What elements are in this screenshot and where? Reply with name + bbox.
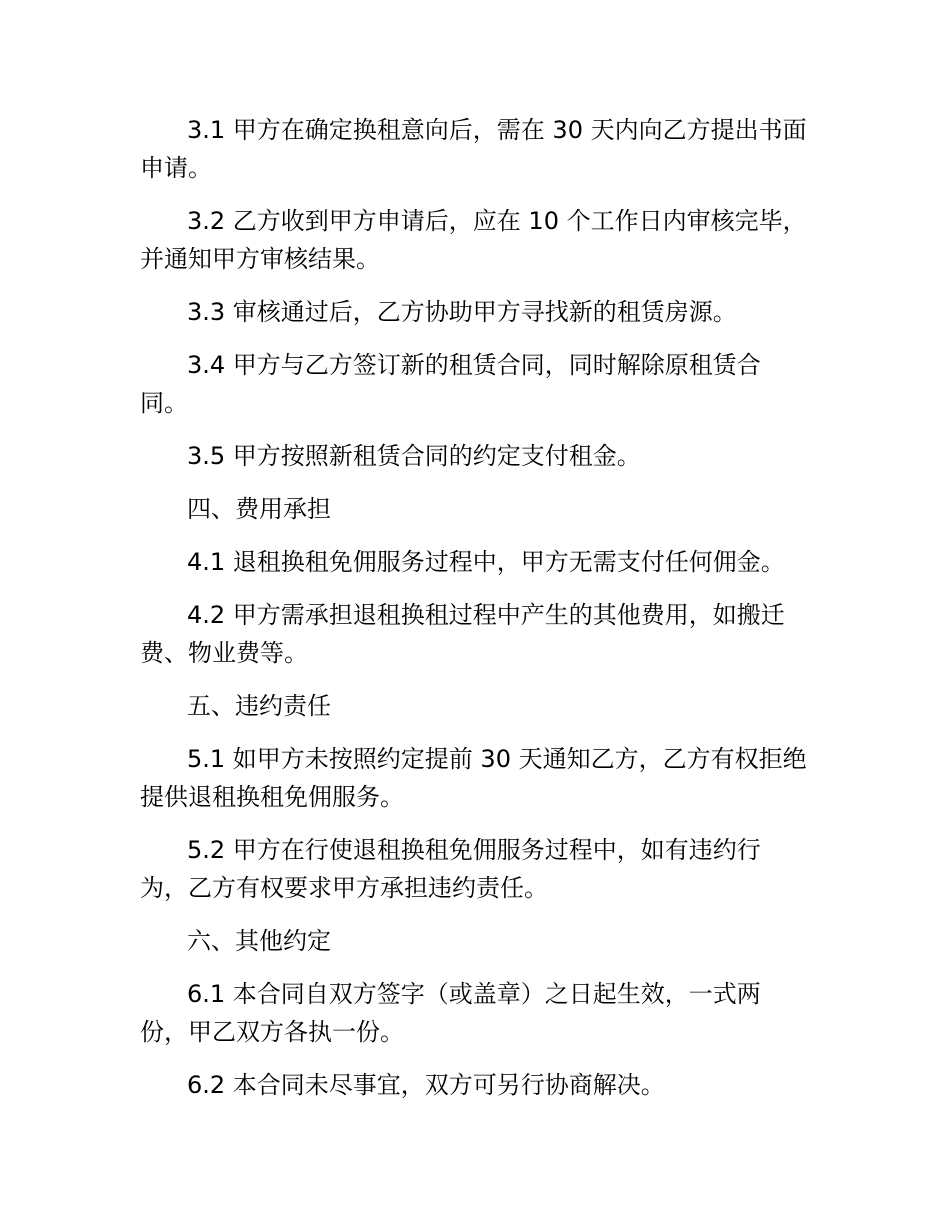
clause-3-4: 3.4 甲方与乙方签订新的租赁合同，同时解除原租赁合同。	[140, 351, 761, 417]
clause-4-1: 4.1 退租换租免佣服务过程中，甲方无需支付任何佣金。	[187, 548, 785, 576]
clause-4-2: 4.2 甲方需承担退租换租过程中产生的其他费用，如搬迁费、物业费等。	[140, 601, 785, 667]
clause-3-2: 3.2 乙方收到甲方申请后，应在 10 个工作日内审核完毕，并通知甲方审核结果。	[140, 207, 807, 273]
section-heading-6: 六、其他约定	[187, 927, 331, 955]
document-body	[140, 111, 808, 1119]
clause-6-2: 6.2 本合同未尽事宜，双方可另行协商解决。	[187, 1071, 665, 1099]
section-heading-4: 四、费用承担	[187, 495, 331, 523]
clause-3-1: 3.1 甲方在确定换租意向后，需在 30 天内向乙方提出书面申请。	[140, 116, 807, 182]
clause-5-1: 5.1 如甲方未按照约定提前 30 天通知乙方，乙方有权拒绝提供退租换租免佣服务。	[140, 745, 807, 811]
clause-3-5: 3.5 甲方按照新租赁合同的约定支付租金。	[187, 442, 641, 470]
clause-5-2: 5.2 甲方在行使退租换租免佣服务过程中，如有违约行为，乙方有权要求甲方承担违约责任。	[140, 836, 761, 902]
section-heading-5: 五、违约责任	[187, 692, 331, 720]
clause-6-1: 6.1 本合同自双方签字（或盖章）之日起生效，一式两份，甲乙双方各执一份。	[140, 980, 761, 1046]
clause-3-3: 3.3 审核通过后，乙方协助甲方寻找新的租赁房源。	[187, 298, 737, 326]
